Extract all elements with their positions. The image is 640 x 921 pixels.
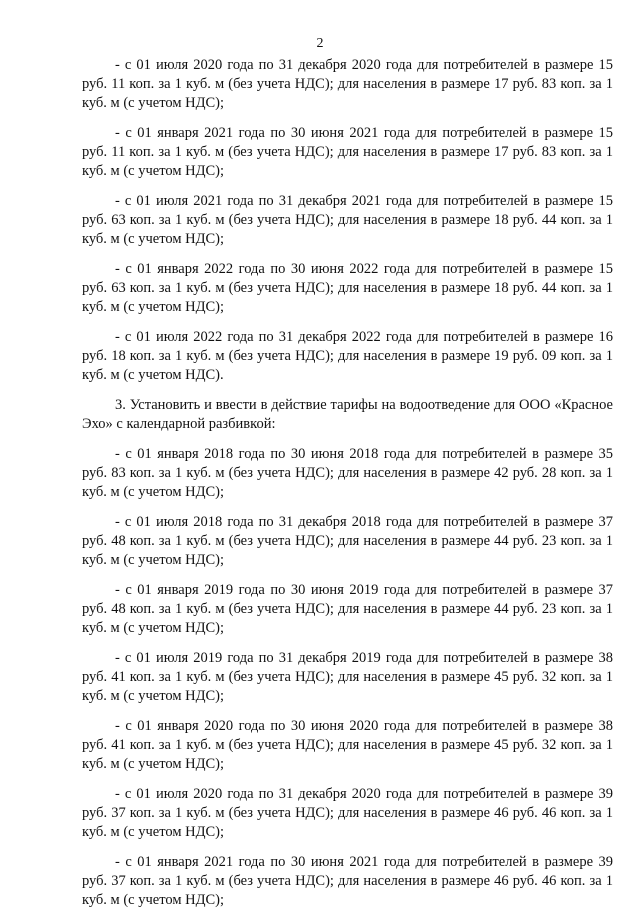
tariff-paragraph: - с 01 июля 2018 года по 31 декабря 2018 года для потребителей в размере 37 руб. 48 коп. за 1 куб. м (без учета НДС); для населения в размере 44 руб. 23 коп. за 1 куб. м (с учетом НДС); bbox=[82, 514, 613, 568]
tariff-paragraph: - с 01 июля 2019 года по 31 декабря 2019 года для потребителей в размере 38 руб. 41 коп. за 1 куб. м (без учета НДС); для населения в размере 45 руб. 32 коп. за 1 куб. м (с учетом НДС); bbox=[82, 650, 613, 704]
tariff-paragraph: - с 01 января 2021 года по 30 июня 2021 года для потребителей в размере 39 руб. 37 коп. за 1 куб. м (без учета НДС); для населения в размере 46 руб. 46 коп. за 1 куб. м (с учетом НДС); bbox=[82, 854, 613, 908]
tariff-paragraph: - с 01 января 2019 года по 30 июня 2019 года для потребителей в размере 37 руб. 48 коп. за 1 куб. м (без учета НДС); для населения в размере 44 руб. 23 коп. за 1 куб. м (с учетом НДС); bbox=[82, 582, 613, 636]
tariff-paragraph: - с 01 января 2021 года по 30 июня 2021 года для потребителей в размере 15 руб. 11 коп. за 1 куб. м (без учета НДС); для населения в размере 17 руб. 83 коп. за 1 куб. м (с учетом НДС); bbox=[82, 125, 613, 179]
tariff-paragraph: - с 01 июля 2022 года по 31 декабря 2022 года для потребителей в размере 16 руб. 18 коп. за 1 куб. м (без учета НДС); для населения в размере 19 руб. 09 коп. за 1 куб. м (с учетом НДС). bbox=[82, 329, 613, 383]
tariff-paragraph: - с 01 января 2020 года по 30 июня 2020 года для потребителей в размере 38 руб. 41 коп. за 1 куб. м (без учета НДС); для населения в размере 45 руб. 32 коп. за 1 куб. м (с учетом НДС); bbox=[82, 718, 613, 772]
tariff-paragraph: - с 01 января 2018 года по 30 июня 2018 года для потребителей в размере 35 руб. 83 коп. за 1 куб. м (без учета НДС); для населения в размере 42 руб. 28 коп. за 1 куб. м (с учетом НДС); bbox=[82, 446, 613, 500]
tariff-paragraph: - с 01 января 2022 года по 30 июня 2022 года для потребителей в размере 15 руб. 63 коп. за 1 куб. м (без учета НДС); для населения в размере 18 руб. 44 коп. за 1 куб. м (с учетом НДС); bbox=[82, 261, 613, 315]
page-number: 2 bbox=[316, 36, 324, 51]
tariff-paragraph: - с 01 июля 2020 года по 31 декабря 2020 года для потребителей в размере 15 руб. 11 коп. за 1 куб. м (без учета НДС); для населения в размере 17 руб. 83 коп. за 1 куб. м (с учетом НДС); bbox=[82, 57, 613, 111]
document-body bbox=[82, 56, 613, 921]
tariff-paragraph: - с 01 июля 2021 года по 31 декабря 2021 года для потребителей в размере 15 руб. 63 коп. за 1 куб. м (без учета НДС); для населения в размере 18 руб. 44 коп. за 1 куб. м (с учетом НДС); bbox=[82, 193, 613, 247]
tariff-paragraph: - с 01 июля 2020 года по 31 декабря 2020 года для потребителей в размере 39 руб. 37 коп. за 1 куб. м (без учета НДС); для населения в размере 46 руб. 46 коп. за 1 куб. м (с учетом НДС); bbox=[82, 786, 613, 840]
section-heading-paragraph: 3. Установить и ввести в действие тарифы на водоотведение для ООО «Красное Эхо» с календарной разбивкой: bbox=[82, 397, 613, 432]
